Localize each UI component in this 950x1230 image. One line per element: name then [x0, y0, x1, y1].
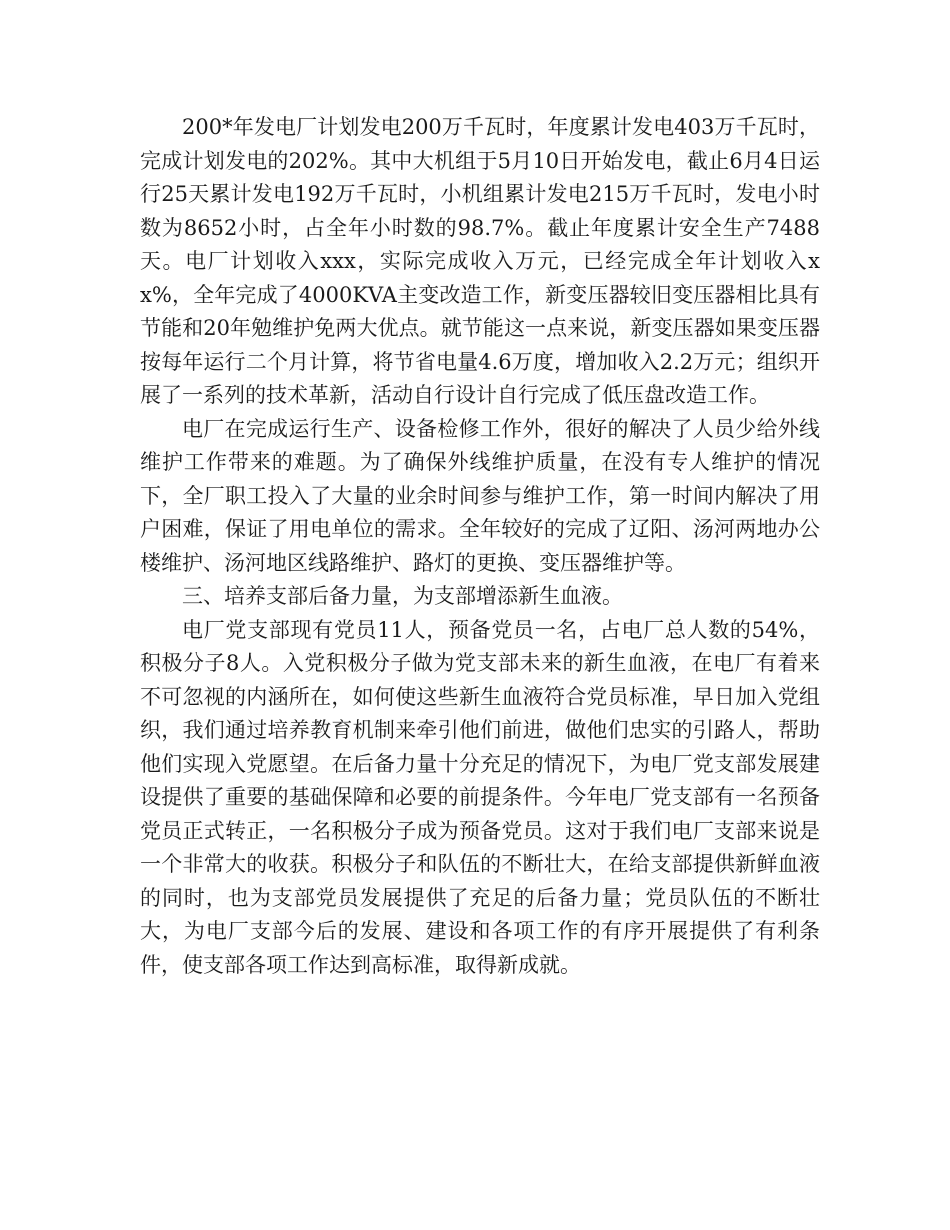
paragraph-party-branch: 电厂党支部现有党员11人，预备党员一名，占电厂总人数的54%，积极分子8人。入党积极分子做为党支部未来的新生血液，在电厂有着来不可忽视的内涵所在，如何使这些新生血液符合党员标准，早日加入党组织，我们通过培养教育机制来牵引他们前进，做他们忠实的引路人，帮助他们实现入党愿望。在后备力量十分充足的情况下，为电厂党支部发展建设提供了重要的基础保障和必要的前提条件。今年电厂党支部有一名预备党员正式转正，一名积极分子成为预备党员。这对于我们电厂支部来说是一个非常大的收获。积极分子和队伍的不断壮大，在给支部提供新鲜血液的同时，也为支部党员发展提供了充足的后备力量；党员队伍的不断壮大，为电厂支部今后的发展、建设和各项工作的有序开展提供了有利条件，使支部各项工作达到高标准，取得新成就。 — [140, 617, 820, 977]
paragraph-power-generation: 200*年发电厂计划发电200万千瓦时，年度累计发电403万千瓦时，完成计划发电的202%。其中大机组于5月10日开始发电，截止6月4日运行25天累计发电192万千瓦时，小机组累计发电215万千瓦时，发电小时数为8652小时，占全年小时数的98.7%。截止年度累计安全生产7488天。电厂计划收入xxx，实际完成收入万元，已经完成全年计划收入xx%，全年完成了4000KVA主变改造工作，新变压器较旧变压器相比具有节能和20年勉维护免两大优点。就节能这一点来说，新变压器如果变压器按每年运行二个月计算，将节省电量4.6万度，增加收入2.2万元；组织开展了一系列的技术革新，活动自行设计自行完成了低压盘改造工作。 — [140, 115, 820, 407]
paragraph-line-maintenance: 电厂在完成运行生产、设备检修工作外，很好的解决了人员少给外线维护工作带来的难题。为了确保外线维护质量，在没有专人维护的情况下，全厂职工投入了大量的业余时间参与维护工作，第一时间内解决了用户困难，保证了用电单位的需求。全年较好的完成了辽阳、汤河两地办公楼维护、汤河地区线路维护、路灯的更换、变压器维护等。 — [140, 416, 820, 575]
document-body — [140, 111, 820, 982]
section-heading-three: 三、培养支部后备力量，为支部增添新生血液。 — [182, 584, 623, 608]
